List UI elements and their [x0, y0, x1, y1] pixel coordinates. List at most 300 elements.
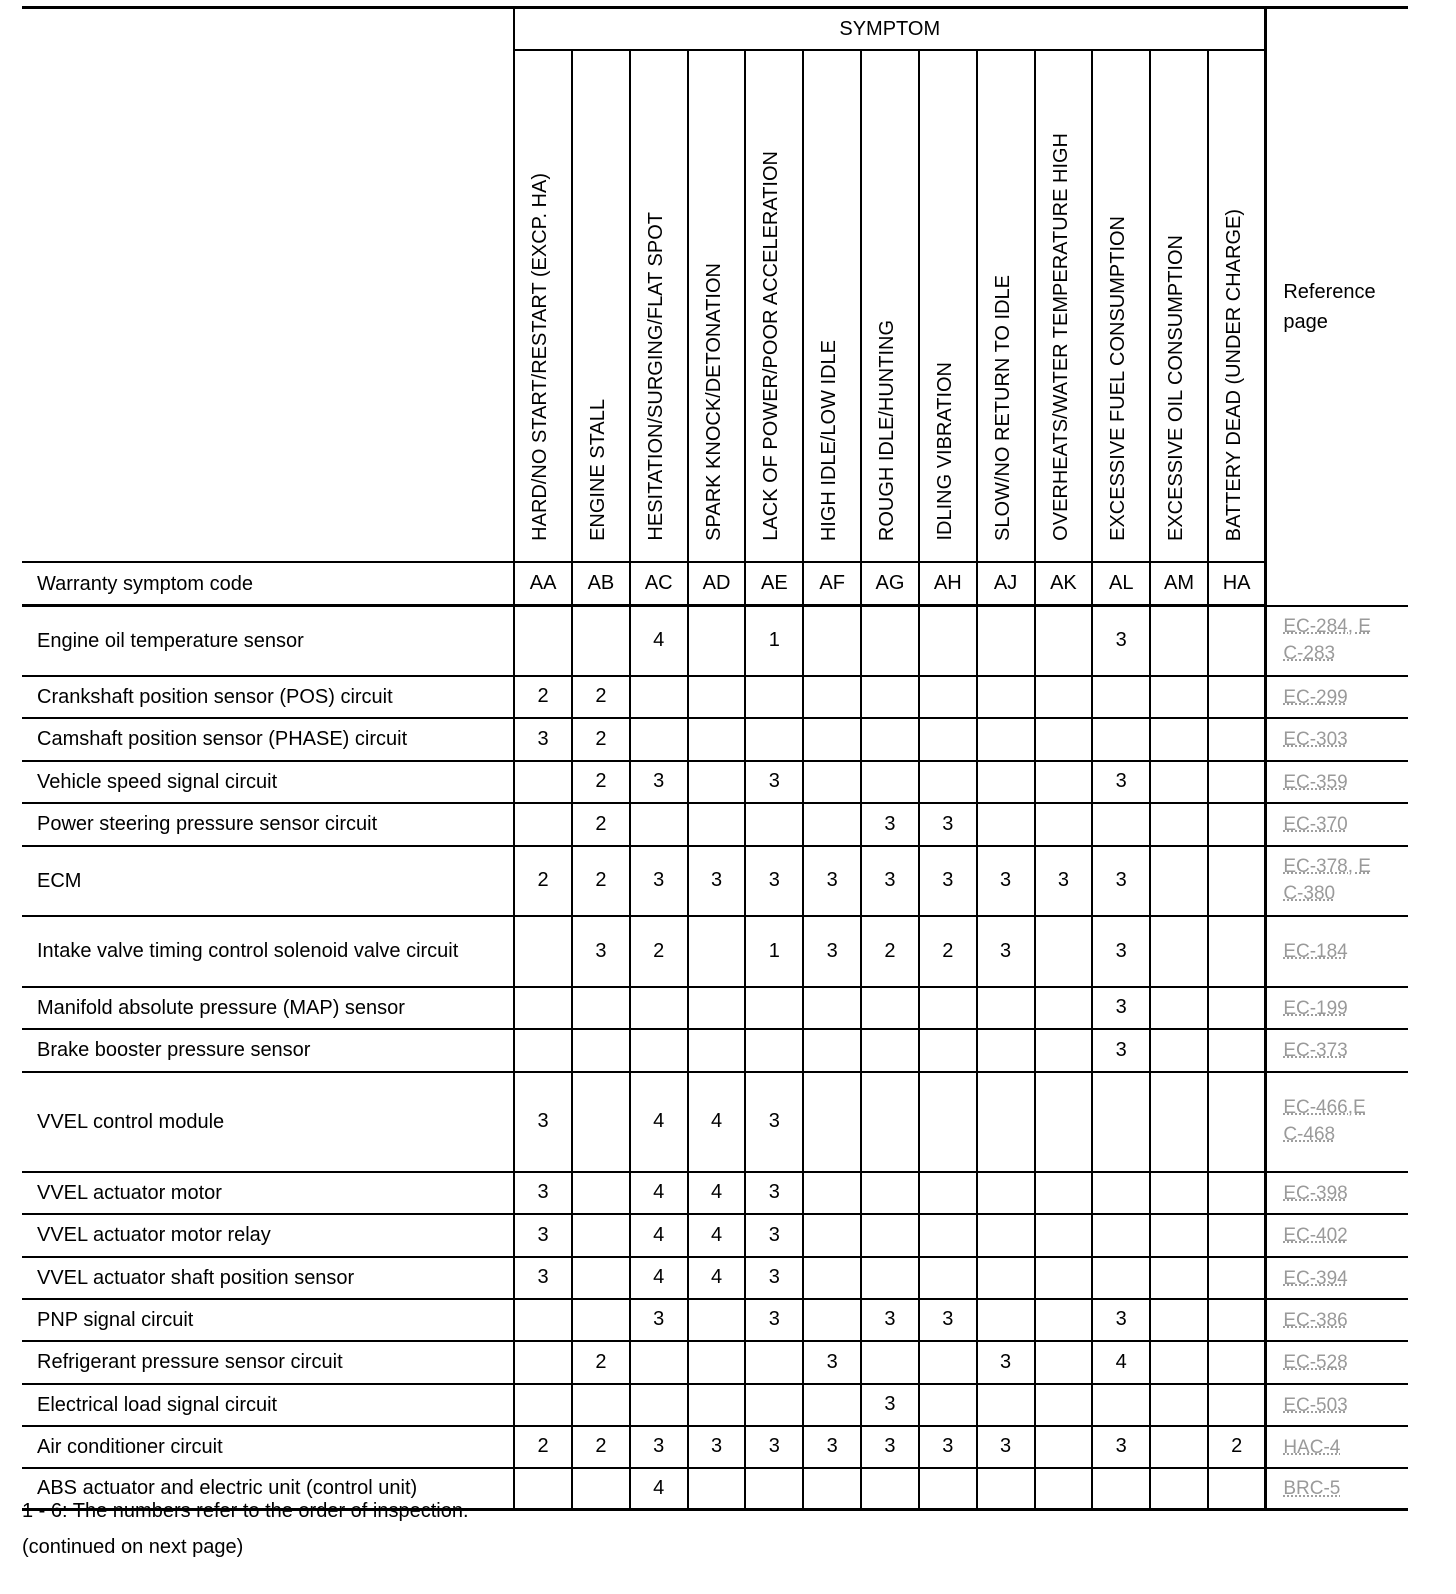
reference-link[interactable]: EC-284, EC-283 [1283, 616, 1371, 664]
reference-cell [1266, 1029, 1408, 1072]
inspection-order-cell: 3 [861, 1426, 919, 1468]
symptom-column-header [514, 50, 572, 562]
inspection-order-cell: 3 [1092, 606, 1150, 676]
inspection-order-cell [803, 718, 861, 761]
inspection-order-cell [803, 987, 861, 1029]
diagnostic-item: Camshaft position sensor (PHASE) circuit [22, 718, 514, 761]
reference-cell [1266, 846, 1408, 916]
inspection-order-cell [630, 987, 688, 1029]
inspection-order-cell: 3 [1092, 1426, 1150, 1468]
inspection-order-cell: 2 [861, 916, 919, 987]
reference-link[interactable]: EC-370 [1283, 814, 1348, 835]
inspection-order-cell [1092, 1384, 1150, 1426]
symptom-column-header [572, 50, 630, 562]
inspection-order-cell: 3 [630, 1299, 688, 1341]
inspection-order-cell [803, 1257, 861, 1299]
inspection-order-cell: 3 [745, 846, 803, 916]
inspection-order-cell [977, 676, 1035, 718]
inspection-order-cell [630, 676, 688, 718]
table-row [22, 1426, 1408, 1468]
inspection-order-cell: 3 [977, 1426, 1035, 1468]
diagnostic-item: Intake valve timing control solenoid valve circuit [22, 916, 514, 987]
inspection-order-cell [803, 676, 861, 718]
reference-link[interactable]: EC-386 [1283, 1309, 1348, 1331]
inspection-order-cell [630, 803, 688, 846]
inspection-order-cell: 3 [919, 803, 977, 846]
inspection-order-cell: 2 [572, 718, 630, 761]
inspection-order-cell: 3 [514, 1214, 572, 1257]
inspection-order-cell [1092, 1172, 1150, 1214]
inspection-order-cell [745, 1341, 803, 1384]
symptom-code: AE [745, 562, 803, 606]
inspection-order-cell: 3 [688, 1426, 746, 1468]
inspection-order-cell [514, 606, 572, 676]
diagnostic-item: Manifold absolute pressure (MAP) sensor [22, 987, 514, 1029]
table-row [22, 1214, 1408, 1257]
inspection-order-cell [688, 1029, 746, 1072]
symptom-header: SYMPTOM [514, 8, 1266, 51]
symptom-column-header [1150, 50, 1208, 562]
inspection-order-cell: 3 [1092, 761, 1150, 803]
table-row [22, 1384, 1408, 1426]
diagnostic-item: VVEL control module [22, 1072, 514, 1172]
inspection-order-cell: 4 [688, 1172, 746, 1214]
inspection-order-cell [977, 1172, 1035, 1214]
inspection-order-cell [919, 761, 977, 803]
inspection-order-cell [572, 1384, 630, 1426]
inspection-order-cell [1150, 1072, 1208, 1172]
reference-link[interactable]: EC-378, EC-380 [1283, 856, 1371, 904]
inspection-order-cell [977, 761, 1035, 803]
reference-link[interactable]: EC-528 [1283, 1352, 1348, 1373]
inspection-order-cell [745, 676, 803, 718]
inspection-order-cell [1035, 761, 1093, 803]
inspection-order-cell [514, 761, 572, 803]
symptom-name: SLOW/NO RETURN TO IDLE [991, 275, 1014, 541]
inspection-order-cell [514, 916, 572, 987]
reference-link[interactable]: HAC-4 [1283, 1436, 1341, 1458]
inspection-order-cell [861, 1468, 919, 1510]
warranty-code-label: Warranty symptom code [22, 562, 514, 606]
inspection-order-cell: 3 [977, 846, 1035, 916]
inspection-order-cell [1208, 676, 1266, 718]
reference-link[interactable]: EC-299 [1283, 686, 1348, 708]
inspection-order-cell [1150, 761, 1208, 803]
inspection-order-cell: 3 [803, 916, 861, 987]
diagnostic-item: ECM [22, 846, 514, 916]
symptom-name: IDLING VIBRATION [933, 362, 956, 541]
inspection-order-cell: 4 [688, 1257, 746, 1299]
table-row [22, 916, 1408, 987]
table-row [22, 1072, 1408, 1172]
inspection-order-cell: 3 [630, 761, 688, 803]
inspection-order-cell [688, 987, 746, 1029]
symptom-name: ENGINE STALL [587, 399, 609, 541]
inspection-order-cell [1208, 846, 1266, 916]
inspection-order-cell: 3 [919, 846, 977, 916]
symptom-code: AG [861, 562, 919, 606]
table-row [22, 1299, 1408, 1341]
inspection-order-cell [977, 1072, 1035, 1172]
symptom-name: ROUGH IDLE/HUNTING [876, 319, 899, 541]
reference-page-header: Reference page [1266, 8, 1408, 606]
inspection-order-cell: 3 [745, 761, 803, 803]
reference-link[interactable]: EC-184 [1283, 941, 1348, 962]
symptom-column-header [1035, 50, 1093, 562]
inspection-order-cell: 3 [514, 718, 572, 761]
inspection-order-cell [1150, 803, 1208, 846]
inspection-order-cell [1150, 1341, 1208, 1384]
inspection-order-cell [572, 1029, 630, 1072]
header-blank [22, 8, 514, 563]
inspection-order-cell [688, 1299, 746, 1341]
inspection-order-cell [1150, 916, 1208, 987]
inspection-order-cell [688, 1384, 746, 1426]
inspection-order-cell [1035, 803, 1093, 846]
inspection-order-cell: 4 [630, 606, 688, 676]
inspection-order-cell [1150, 1172, 1208, 1214]
inspection-order-cell [688, 1341, 746, 1384]
inspection-order-cell [630, 1029, 688, 1072]
reference-cell [1266, 987, 1408, 1029]
inspection-order-cell [514, 1341, 572, 1384]
inspection-order-cell [803, 1384, 861, 1426]
diagnostic-item: PNP signal circuit [22, 1299, 514, 1341]
table-row [22, 1341, 1408, 1384]
reference-cell [1266, 916, 1408, 987]
symptom-code: AH [919, 562, 977, 606]
inspection-order-cell [630, 1341, 688, 1384]
inspection-order-cell [1208, 1299, 1266, 1341]
inspection-order-cell [919, 987, 977, 1029]
inspection-order-cell [803, 1029, 861, 1072]
inspection-order-cell [861, 1172, 919, 1214]
diagnostic-item: Brake booster pressure sensor [22, 1029, 514, 1072]
reference-link[interactable]: EC-359 [1283, 771, 1348, 793]
inspection-order-cell [803, 1172, 861, 1214]
inspection-order-cell: 3 [572, 916, 630, 987]
inspection-order-cell [1092, 718, 1150, 761]
inspection-order-cell: 2 [919, 916, 977, 987]
inspection-order-cell [514, 1299, 572, 1341]
diagnostic-item: Power steering pressure sensor circuit [22, 803, 514, 846]
reference-link[interactable]: EC-503 [1283, 1394, 1348, 1416]
inspection-order-cell: 3 [977, 1341, 1035, 1384]
inspection-order-cell [1035, 1468, 1093, 1510]
inspection-order-cell: 4 [688, 1072, 746, 1172]
inspection-order-cell [977, 803, 1035, 846]
inspection-order-cell [919, 1384, 977, 1426]
inspection-order-cell [977, 1384, 1035, 1426]
inspection-order-cell [1208, 761, 1266, 803]
inspection-order-cell [1035, 1257, 1093, 1299]
inspection-order-cell [688, 676, 746, 718]
inspection-order-cell [1035, 987, 1093, 1029]
symptom-name: LACK OF POWER/POOR ACCELERATION [760, 151, 783, 541]
inspection-order-cell: 3 [1092, 1029, 1150, 1072]
inspection-order-cell [1208, 1072, 1266, 1172]
inspection-order-cell: 3 [514, 1072, 572, 1172]
inspection-order-cell [1208, 1384, 1266, 1426]
inspection-order-cell [977, 1299, 1035, 1341]
inspection-order-cell [514, 987, 572, 1029]
inspection-order-cell [1035, 1426, 1093, 1468]
reference-cell [1266, 606, 1408, 676]
inspection-order-cell [1150, 846, 1208, 916]
inspection-order-cell [572, 1468, 630, 1510]
reference-link[interactable]: EC-394 [1283, 1267, 1348, 1289]
inspection-order-cell: 2 [514, 1426, 572, 1468]
inspection-order-cell [1150, 987, 1208, 1029]
inspection-order-cell [688, 718, 746, 761]
table-row [22, 676, 1408, 718]
inspection-order-cell: 4 [1092, 1341, 1150, 1384]
table-row [22, 803, 1408, 846]
inspection-order-cell [514, 1029, 572, 1072]
inspection-order-cell: 3 [745, 1299, 803, 1341]
inspection-order-cell [861, 676, 919, 718]
inspection-order-cell [572, 606, 630, 676]
inspection-order-cell [1035, 916, 1093, 987]
reference-cell [1266, 803, 1408, 846]
inspection-order-cell [1150, 718, 1208, 761]
inspection-order-cell [919, 718, 977, 761]
symptom-column-header [630, 50, 688, 562]
inspection-order-cell: 1 [745, 606, 803, 676]
table-row [22, 718, 1408, 761]
inspection-order-cell [745, 987, 803, 1029]
reference-cell [1266, 1257, 1408, 1299]
inspection-order-cell [803, 1299, 861, 1341]
reference-cell [1266, 676, 1408, 718]
inspection-order-cell [861, 1029, 919, 1072]
reference-cell [1266, 761, 1408, 803]
symptom-name: SPARK KNOCK/DETONATION [702, 263, 725, 541]
reference-link[interactable]: EC-373 [1283, 1040, 1348, 1061]
inspection-order-cell [630, 718, 688, 761]
inspection-order-cell: 3 [1092, 846, 1150, 916]
inspection-order-cell [1092, 676, 1150, 718]
symptom-column-header [1092, 50, 1150, 562]
inspection-order-cell: 3 [745, 1172, 803, 1214]
inspection-order-cell: 3 [861, 846, 919, 916]
symptom-table [22, 6, 1408, 1511]
inspection-order-cell [803, 803, 861, 846]
symptom-column-header [688, 50, 746, 562]
reference-link[interactable]: EC-398 [1283, 1182, 1348, 1204]
inspection-order-cell [745, 1384, 803, 1426]
symptom-name: HESITATION/SURGING/FLAT SPOT [644, 212, 667, 541]
reference-cell [1266, 1468, 1408, 1510]
reference-cell [1266, 1214, 1408, 1257]
inspection-order-note: 1 - 6: The numbers refer to the order of inspection. [22, 1500, 469, 1522]
inspection-order-cell [1092, 1214, 1150, 1257]
inspection-order-cell [745, 718, 803, 761]
symptom-name: BATTERY DEAD (UNDER CHARGE) [1222, 208, 1245, 541]
symptom-column-header [803, 50, 861, 562]
table-row [22, 846, 1408, 916]
inspection-order-cell [514, 1384, 572, 1426]
inspection-order-cell [1092, 803, 1150, 846]
diagnostic-item: Electrical load signal circuit [22, 1384, 514, 1426]
inspection-order-cell [803, 1468, 861, 1510]
diagnostic-item: Vehicle speed signal circuit [22, 761, 514, 803]
reference-link[interactable]: BRC-5 [1283, 1478, 1341, 1500]
inspection-order-cell: 3 [803, 1426, 861, 1468]
inspection-order-cell [630, 1384, 688, 1426]
inspection-order-cell [977, 1468, 1035, 1510]
inspection-order-cell [514, 803, 572, 846]
reference-cell [1266, 1299, 1408, 1341]
inspection-order-cell [1035, 676, 1093, 718]
inspection-order-cell: 4 [630, 1257, 688, 1299]
inspection-order-cell: 3 [919, 1426, 977, 1468]
inspection-order-cell: 4 [630, 1214, 688, 1257]
inspection-order-cell [745, 1468, 803, 1510]
inspection-order-cell [1035, 1072, 1093, 1172]
inspection-order-cell [1208, 803, 1266, 846]
inspection-order-cell: 3 [745, 1426, 803, 1468]
inspection-order-cell [1208, 1172, 1266, 1214]
inspection-order-cell [1150, 676, 1208, 718]
inspection-order-cell: 2 [572, 846, 630, 916]
inspection-order-cell [919, 606, 977, 676]
inspection-order-cell [919, 676, 977, 718]
reference-cell [1266, 1172, 1408, 1214]
inspection-order-cell [977, 1029, 1035, 1072]
inspection-order-cell [572, 1214, 630, 1257]
inspection-order-cell [1208, 987, 1266, 1029]
inspection-order-cell [572, 987, 630, 1029]
inspection-order-cell [1208, 606, 1266, 676]
inspection-order-cell: 3 [861, 1384, 919, 1426]
reference-cell [1266, 1072, 1408, 1172]
inspection-order-cell [861, 987, 919, 1029]
inspection-order-cell [1150, 1426, 1208, 1468]
symptom-name: OVERHEATS/WATER TEMPERATURE HIGH [1049, 133, 1072, 541]
diagnostic-item: Air conditioner circuit [22, 1426, 514, 1468]
inspection-order-cell [1150, 1299, 1208, 1341]
inspection-order-cell [745, 803, 803, 846]
inspection-order-cell [1092, 1468, 1150, 1510]
inspection-order-cell [1035, 1029, 1093, 1072]
inspection-order-cell: 2 [514, 676, 572, 718]
inspection-order-cell [803, 606, 861, 676]
reference-link[interactable]: EC-199 [1283, 997, 1348, 1019]
symptom-code: AC [630, 562, 688, 606]
table-row [22, 1029, 1408, 1072]
inspection-order-cell [1150, 1029, 1208, 1072]
inspection-order-cell [1208, 916, 1266, 987]
inspection-order-cell [919, 1072, 977, 1172]
inspection-order-cell [1208, 1468, 1266, 1510]
table-row [22, 987, 1408, 1029]
inspection-order-cell [1035, 606, 1093, 676]
inspection-order-cell: 3 [630, 846, 688, 916]
inspection-order-cell [1035, 1172, 1093, 1214]
table-row [22, 606, 1408, 676]
inspection-order-cell: 3 [1092, 987, 1150, 1029]
inspection-order-cell [1092, 1072, 1150, 1172]
inspection-order-cell [977, 1214, 1035, 1257]
diagnostic-item: VVEL actuator shaft position sensor [22, 1257, 514, 1299]
reference-link[interactable]: EC-402 [1283, 1225, 1348, 1246]
inspection-order-cell: 3 [514, 1172, 572, 1214]
diagnostic-item: ABS actuator and electric unit (control unit) [22, 1468, 514, 1510]
inspection-order-cell [1208, 718, 1266, 761]
inspection-order-cell [977, 987, 1035, 1029]
inspection-order-cell: 4 [630, 1172, 688, 1214]
inspection-order-cell [1150, 1468, 1208, 1510]
inspection-order-cell [919, 1468, 977, 1510]
symptom-column-header [745, 50, 803, 562]
inspection-order-cell [803, 761, 861, 803]
inspection-order-cell: 4 [630, 1468, 688, 1510]
inspection-order-cell: 2 [572, 676, 630, 718]
symptom-column-header [861, 50, 919, 562]
symptom-name: HIGH IDLE/LOW IDLE [818, 339, 841, 541]
inspection-order-cell: 4 [630, 1072, 688, 1172]
diagnostic-item: VVEL actuator motor relay [22, 1214, 514, 1257]
inspection-order-cell [1150, 1384, 1208, 1426]
symptom-code: AJ [977, 562, 1035, 606]
inspection-order-cell [919, 1029, 977, 1072]
inspection-order-cell [572, 1257, 630, 1299]
inspection-order-cell: 1 [745, 916, 803, 987]
symptom-code: AB [572, 562, 630, 606]
inspection-order-cell [1208, 1257, 1266, 1299]
inspection-order-cell: 2 [572, 761, 630, 803]
inspection-order-cell [688, 803, 746, 846]
inspection-order-cell [1035, 1214, 1093, 1257]
inspection-order-cell: 3 [977, 916, 1035, 987]
inspection-order-cell [977, 606, 1035, 676]
inspection-order-cell: 2 [572, 1426, 630, 1468]
reference-link[interactable]: EC-303 [1283, 729, 1348, 750]
inspection-order-cell [861, 718, 919, 761]
reference-link[interactable]: EC-466,EC-468 [1283, 1097, 1366, 1145]
diagnostic-item: Engine oil temperature sensor [22, 606, 514, 676]
table-row [22, 1257, 1408, 1299]
symptom-name: HARD/NO START/RESTART (EXCP. HA) [529, 173, 552, 541]
inspection-order-cell [919, 1341, 977, 1384]
inspection-order-cell [1092, 1257, 1150, 1299]
symptom-code: AF [803, 562, 861, 606]
inspection-order-cell: 3 [688, 846, 746, 916]
inspection-order-cell [1150, 1257, 1208, 1299]
table-row [22, 1172, 1408, 1214]
inspection-order-cell: 2 [1208, 1426, 1266, 1468]
symptom-code: AM [1150, 562, 1208, 606]
inspection-order-cell [1208, 1029, 1266, 1072]
reference-cell [1266, 718, 1408, 761]
inspection-order-cell [861, 1072, 919, 1172]
diagnostic-item: Refrigerant pressure sensor circuit [22, 1341, 514, 1384]
symptom-code: AD [688, 562, 746, 606]
inspection-order-cell [977, 718, 1035, 761]
inspection-order-cell: 3 [514, 1257, 572, 1299]
inspection-order-cell: 2 [572, 1341, 630, 1384]
inspection-order-cell [1208, 1214, 1266, 1257]
inspection-order-cell [1035, 1341, 1093, 1384]
inspection-order-cell [572, 1072, 630, 1172]
inspection-order-cell: 3 [745, 1072, 803, 1172]
symptom-code: HA [1208, 562, 1266, 606]
inspection-order-cell [745, 1029, 803, 1072]
inspection-order-cell [688, 1468, 746, 1510]
inspection-order-cell [1035, 718, 1093, 761]
inspection-order-cell [572, 1299, 630, 1341]
